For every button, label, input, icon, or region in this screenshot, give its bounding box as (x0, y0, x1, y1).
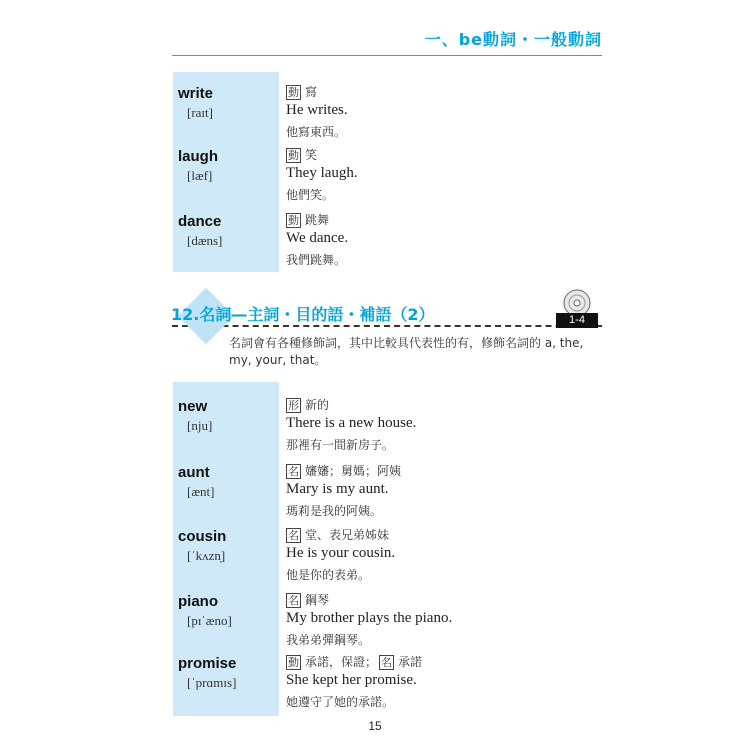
vocab-meaning-line (286, 526, 389, 543)
vocab-ipa: [raɪt] (187, 105, 213, 120)
vocab-meaning: 笑 (305, 148, 318, 162)
section-title: 12.名詞—主詞・目的語・補語（2） (171, 305, 435, 324)
pos-tag: 動 (288, 86, 299, 99)
vocab-translation: 他寫東西。 (286, 125, 347, 139)
vocab-meaning-line (286, 396, 329, 413)
vocab-ipa: [ænt] (187, 484, 215, 499)
vocab-example: She kept her promise. (286, 672, 417, 688)
vocab-word: piano (178, 593, 218, 610)
vocab-translation: 那裡有一間新房子。 (286, 438, 395, 452)
header-divider (172, 55, 602, 56)
chapter-title: 一、be動詞・一般動詞 (424, 30, 602, 49)
vocab-ipa: [nju] (187, 418, 213, 433)
vocab-ipa: [dæns] (187, 233, 223, 248)
vocab-meaning-line (286, 146, 317, 163)
vocab-translation: 瑪莉是我的阿姨。 (286, 504, 383, 518)
vocab-example: Mary is my aunt. (286, 481, 389, 497)
vocab-meaning: 新的 (305, 398, 330, 412)
pos-tag: 名 (288, 465, 299, 478)
vocab-word: new (178, 398, 208, 415)
vocab-word: write (178, 85, 214, 102)
vocab-meaning: 寫 (305, 85, 318, 99)
pos-tag: 名 (288, 594, 299, 607)
vocab-translation: 他是你的表弟。 (286, 568, 371, 582)
pos-tag: 動 (288, 214, 299, 227)
vocab-ipa: [pɪˈæno] (187, 613, 232, 628)
pos-tag: 形 (288, 399, 299, 412)
vocab-word: aunt (178, 464, 210, 481)
pos-tag: 動 (288, 149, 299, 162)
vocab-ipa: [ˈkʌzn̩] (187, 548, 226, 563)
vocab-example: My brother plays the piano. (286, 610, 453, 626)
vocab-example: They laugh. (286, 165, 358, 181)
vocab-translation: 他們笑。 (286, 188, 335, 202)
vocab-word: dance (178, 213, 222, 230)
vocab-ipa: [læf] (187, 168, 213, 183)
vocab-meaning: 嬸嬸；舅媽；阿姨 (305, 464, 402, 478)
vocab-word: laugh (178, 148, 218, 165)
vocab-meaning-line (286, 211, 329, 228)
pos-tag: 名 (381, 656, 393, 669)
section-intro: 名詞會有各種修飾詞，其中比較具代表性的有，修飾名詞的 a, the, my, your, that。 (229, 336, 584, 367)
vocab-meaning-line (286, 462, 401, 479)
vocab-translation: 我們跳舞。 (286, 253, 347, 267)
vocab-meaning: 鋼琴 (305, 593, 330, 607)
audio-track-label: 1-4 (556, 313, 598, 328)
vocab-meaning-line (286, 591, 329, 608)
vocab-meaning-line (286, 83, 317, 100)
pos-tag: 名 (288, 529, 299, 542)
vocab-meaning: 堂、表兄弟姊妹 (305, 528, 390, 542)
vocab-word: cousin (178, 528, 227, 545)
vocab-example: There is a new house. (286, 415, 417, 431)
page-number: 15 (368, 719, 382, 733)
vocab-translation: 我弟弟彈鋼琴。 (286, 633, 371, 647)
vocab-ipa: [ˈprɑmɪs] (187, 675, 237, 690)
vocab-meaning: 跳舞 (305, 213, 330, 227)
section-divider (172, 325, 602, 327)
vocab-meaning: 承諾，保證； (305, 655, 378, 669)
vocab-word: promise (178, 655, 237, 672)
vocab-meaning: 承諾 (398, 655, 423, 669)
vocab-example: He is your cousin. (286, 545, 396, 561)
pos-tag: 動 (288, 656, 299, 669)
vocab-example: He writes. (286, 102, 348, 118)
vocab-example: We dance. (286, 230, 349, 246)
vocab-meaning-line (286, 653, 422, 670)
vocab-translation: 她遵守了她的承諾。 (286, 695, 395, 709)
